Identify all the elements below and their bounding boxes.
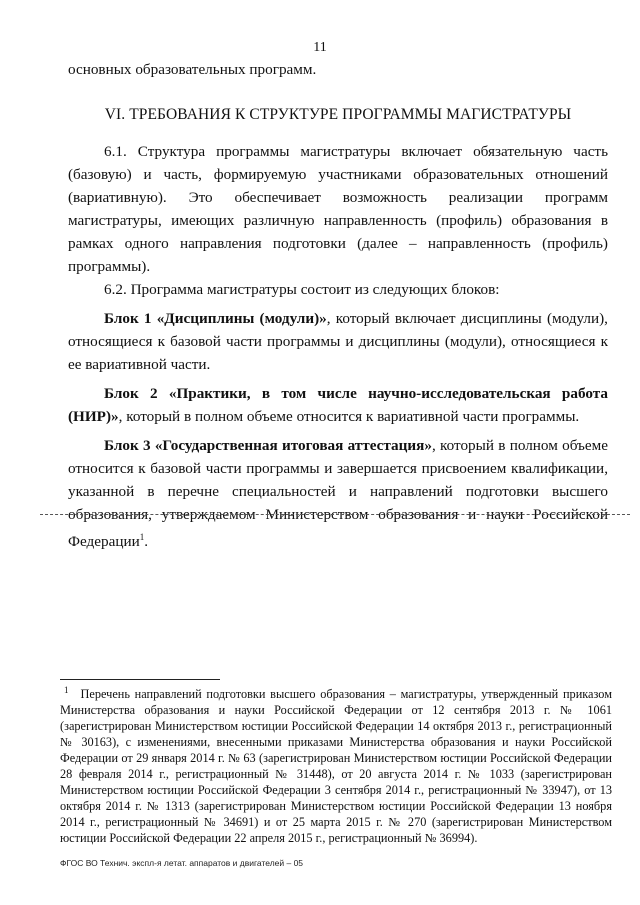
- paragraph-6-1: 6.1. Структура программы магистратуры включает обязательную часть (базовую) и часть, формируемую участниками образовательных отношений (вариативную). Это обеспечивает возможность реализации программ магистратуры, имеющих различную направленность (профиль) образования в рамках одного направления подготовки (далее – направленность (профиль) программы).: [68, 143, 608, 275]
- block-3-title: Блок 3 «Государственная итоговая аттестация»: [104, 437, 432, 454]
- lead-line-block: [68, 58, 608, 81]
- block-1-text: , который включает дисциплины (модули), относящиеся к базовой части программы и дисциплины (модули), относящиеся к ее вариативной части.: [68, 310, 608, 373]
- block-1-paragraph: [68, 307, 608, 376]
- footnote-reference: 1: [139, 532, 145, 542]
- block-1-title: Блок 1 «Дисциплины (модули)»: [104, 310, 327, 327]
- lead-line: основных образовательных программ.: [68, 61, 317, 78]
- footnote-text: Перечень направлений подготовки высшего образования – магистратуры, утвержденный приказом Министерства образования и науки Российской Федерации от 12 сентября 2013 г. № 1061 (зарегистрирован Министерством юстиции Российской Федерации 14 октября 2013 г., регистрационный № 30163), с изменениями, внесенными приказами Министерства образования и науки Российской Федерации от 29 января 2014 г. № 63 (зарегистрирован Министерством юстиции Российской Федерации 28 февраля 2014 г., регистрационный № 31448), от 20 августа 2014 г. № 1033 (зарегистрирован Министерством юстиции Российской Федерации 3 сентября 2014 г., регистрационный № 33947), от 13 октября 2014 г. № 1313 (зарегистрирован Министерством юстиции Российской Федерации 13 ноября 2014 г., регистрационный № 34691) и от 25 марта 2015 г. № 270 (зарегистрирован Министерством юстиции Российской Федерации 22 апреля 2015 г., регистрационный № 36994).: [60, 687, 612, 846]
- footnote-divider: [60, 679, 220, 680]
- block-2-title: Блок 2 «Практики, в том числе научно-исследовательская работа (НИР)»: [68, 385, 608, 425]
- block-2-paragraph: [68, 382, 608, 428]
- scan-artifact-line: [40, 514, 630, 515]
- footnote-number: 1: [64, 685, 69, 695]
- block-3-end: .: [144, 533, 149, 551]
- block-2-text: , который в полном объеме относится к вариативной части программы.: [118, 408, 580, 425]
- page-number: 11: [313, 40, 327, 55]
- paragraph-6-2: 6.2. Программа магистратуры состоит из следующих блоков:: [104, 281, 500, 298]
- block-3-paragraph: [68, 434, 608, 553]
- page-footer: ФГОС ВО Технич. экспл-я летат. аппаратов и двигателей – 05: [60, 858, 304, 868]
- block-3-text: , который в полном объеме относится к базовой части программы и завершается присвоением квалификации, указанной в перечне специальностей и направлений подготовки высшего образования, утверждаемом Министерством образования и науки Российской Федерации: [68, 437, 608, 551]
- footnote: [60, 682, 612, 846]
- section-heading: VI. ТРЕБОВАНИЯ К СТРУКТУРЕ ПРОГРАММЫ МАГИСТРАТУРЫ: [104, 106, 572, 123]
- section-body: [68, 140, 608, 553]
